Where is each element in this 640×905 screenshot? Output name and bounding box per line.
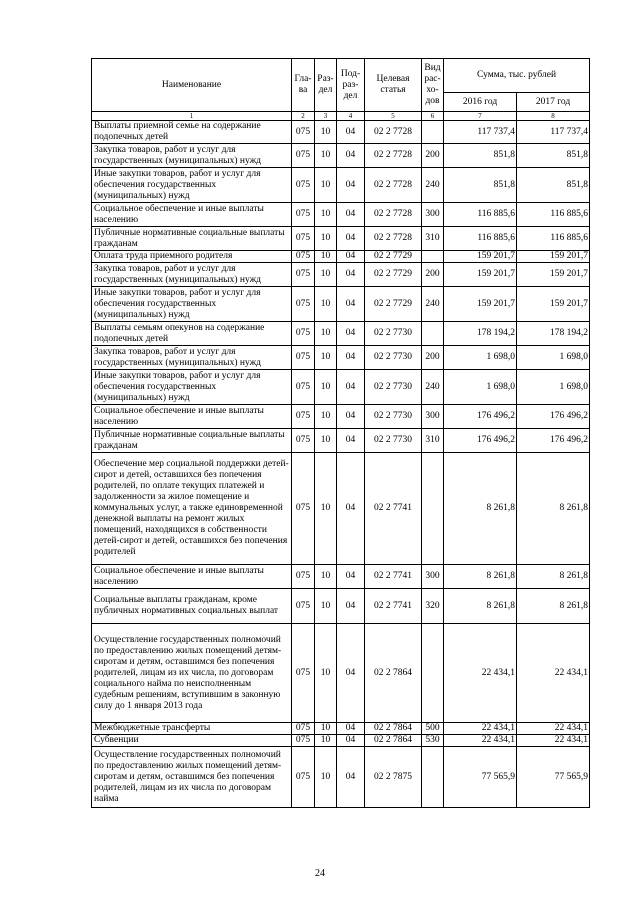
row-sum-2017: 22 434,1 [517,735,590,747]
table-row [92,624,590,723]
table-header [92,59,590,121]
table-row [92,287,590,322]
row-sum-2017: 851,8 [517,168,590,203]
row-expense-type: 300 [422,405,444,429]
row-sum-2017: 159 201,7 [517,263,590,287]
row-target-article: 02 2 7730 [365,405,422,429]
row-razdel: 10 [315,624,337,723]
row-expense-type: 310 [422,429,444,453]
row-razdel: 10 [315,723,337,735]
row-name: Публичные нормативные социальные выплаты гражданам [92,227,292,251]
row-name: Субвенции [92,735,292,747]
row-name: Оплата труда приемного родителя [92,251,292,263]
row-sum-2016: 159 201,7 [444,263,517,287]
row-expense-type: 200 [422,346,444,370]
row-name: Социальное обеспечение и иные выплаты населению [92,565,292,589]
table-row [92,168,590,203]
table-row [92,121,590,144]
column-number-row [92,112,590,121]
row-name: Закупка товаров, работ и услуг для государственных (муниципальных) нужд [92,346,292,370]
row-name: Осуществление государственных полномочий по предоставлению жилых помещений детям-сиротам и детям, оставшимся без попечения родителей, лицам из их числа по договорам найма [92,747,292,808]
row-razdel: 10 [315,589,337,624]
row-podrazdel: 04 [337,227,365,251]
column-number: 4 [337,112,365,121]
row-name: Межбюджетные трансферты [92,723,292,735]
row-name: Иные закупки товаров, работ и услуг для обеспечения государственных (муниципальных) нужд [92,370,292,405]
row-sum-2017: 159 201,7 [517,251,590,263]
row-podrazdel: 04 [337,624,365,723]
row-expense-type: 530 [422,735,444,747]
row-razdel: 10 [315,322,337,346]
row-glava: 075 [292,565,315,589]
row-name: Иные закупки товаров, работ и услуг для обеспечения государственных (муниципальных) нужд [92,168,292,203]
budget-table [91,58,590,808]
table-row [92,565,590,589]
row-sum-2017: 159 201,7 [517,287,590,322]
row-sum-2017: 178 194,2 [517,322,590,346]
row-sum-2016: 1 698,0 [444,370,517,405]
row-sum-2017: 8 261,8 [517,453,590,565]
row-glava: 075 [292,589,315,624]
header-glava: Гла- ва [292,59,315,112]
row-expense-type: 320 [422,589,444,624]
row-glava: 075 [292,735,315,747]
row-sum-2016: 116 885,6 [444,227,517,251]
row-glava: 075 [292,203,315,227]
row-sum-2017: 851,8 [517,144,590,168]
row-expense-type [422,251,444,263]
row-glava: 075 [292,168,315,203]
row-expense-type [422,322,444,346]
row-razdel: 10 [315,144,337,168]
row-razdel: 10 [315,287,337,322]
row-sum-2017: 1 698,0 [517,346,590,370]
row-glava: 075 [292,624,315,723]
row-target-article: 02 2 7864 [365,624,422,723]
header-expense-type: Вид рас- хо- дов [422,59,444,112]
row-glava: 075 [292,251,315,263]
row-expense-type: 240 [422,370,444,405]
column-number: 7 [444,112,517,121]
row-target-article: 02 2 7728 [365,144,422,168]
row-name: Осуществление государственных полномочий по предоставлению жилых помещений детям-сиротам и детям, оставшимся без попечения родителей, лицам из их числа, по договорам социального найма по неисполненным судебным решениям, вступившим в законную силу до 1 января 2013 года [92,624,292,723]
row-razdel: 10 [315,168,337,203]
table-row [92,735,590,747]
row-sum-2016: 851,8 [444,144,517,168]
row-podrazdel: 04 [337,429,365,453]
row-name: Публичные нормативные социальные выплаты гражданам [92,429,292,453]
row-sum-2016: 116 885,6 [444,203,517,227]
row-name: Выплаты семьям опекунов на содержание подопечных детей [92,322,292,346]
row-razdel: 10 [315,405,337,429]
row-target-article: 02 2 7730 [365,322,422,346]
row-target-article: 02 2 7728 [365,203,422,227]
row-sum-2017: 22 434,1 [517,723,590,735]
table-row [92,589,590,624]
row-expense-type [422,121,444,144]
row-sum-2016: 8 261,8 [444,589,517,624]
row-expense-type: 300 [422,565,444,589]
column-number: 2 [292,112,315,121]
row-podrazdel: 04 [337,453,365,565]
header-year-2016: 2016 год [444,93,517,112]
header-name: Наименование [92,59,292,112]
row-podrazdel: 04 [337,322,365,346]
row-podrazdel: 04 [337,589,365,624]
row-expense-type: 240 [422,287,444,322]
row-target-article: 02 2 7729 [365,263,422,287]
row-razdel: 10 [315,251,337,263]
row-podrazdel: 04 [337,346,365,370]
row-target-article: 02 2 7729 [365,287,422,322]
row-sum-2017: 22 434,1 [517,624,590,723]
row-sum-2016: 159 201,7 [444,287,517,322]
row-sum-2016: 176 496,2 [444,405,517,429]
table-row [92,346,590,370]
row-podrazdel: 04 [337,263,365,287]
row-razdel: 10 [315,263,337,287]
header-target-article: Целевая статья [365,59,422,112]
row-sum-2017: 176 496,2 [517,429,590,453]
header-razdel: Раз- дел [315,59,337,112]
table-row [92,747,590,808]
column-number: 6 [422,112,444,121]
row-razdel: 10 [315,227,337,251]
column-number: 3 [315,112,337,121]
page-number: 24 [315,868,325,879]
row-target-article: 02 2 7741 [365,589,422,624]
row-sum-2016: 8 261,8 [444,565,517,589]
row-sum-2016: 1 698,0 [444,346,517,370]
row-sum-2017: 8 261,8 [517,589,590,624]
row-name: Социальное обеспечение и иные выплаты населению [92,405,292,429]
row-sum-2016: 159 201,7 [444,251,517,263]
row-glava: 075 [292,405,315,429]
row-sum-2016: 117 737,4 [444,121,517,144]
table-row [92,144,590,168]
table-row [92,723,590,735]
row-podrazdel: 04 [337,370,365,405]
row-target-article: 02 2 7741 [365,453,422,565]
row-razdel: 10 [315,735,337,747]
table-row [92,203,590,227]
row-target-article: 02 2 7875 [365,747,422,808]
table-body [92,121,590,808]
row-sum-2017: 117 737,4 [517,121,590,144]
row-name: Выплаты приемной семье на содержание подопечных детей [92,121,292,144]
row-sum-2017: 116 885,6 [517,227,590,251]
row-name: Социальное обеспечение и иные выплаты населению [92,203,292,227]
row-glava: 075 [292,723,315,735]
row-sum-2016: 8 261,8 [444,453,517,565]
row-glava: 075 [292,287,315,322]
row-glava: 075 [292,322,315,346]
row-razdel: 10 [315,429,337,453]
column-number: 5 [365,112,422,121]
row-glava: 075 [292,346,315,370]
row-target-article: 02 2 7728 [365,121,422,144]
row-target-article: 02 2 7729 [365,251,422,263]
row-expense-type: 200 [422,263,444,287]
table-row [92,251,590,263]
row-target-article: 02 2 7730 [365,429,422,453]
row-target-article: 02 2 7864 [365,723,422,735]
row-sum-2016: 22 434,1 [444,624,517,723]
row-name: Социальные выплаты гражданам, кроме публичных нормативных социальных выплат [92,589,292,624]
row-expense-type: 200 [422,144,444,168]
row-podrazdel: 04 [337,144,365,168]
row-target-article: 02 2 7728 [365,168,422,203]
row-glava: 075 [292,263,315,287]
column-number: 1 [92,112,292,121]
row-sum-2017: 8 261,8 [517,565,590,589]
row-podrazdel: 04 [337,287,365,322]
row-podrazdel: 04 [337,735,365,747]
row-podrazdel: 04 [337,565,365,589]
row-sum-2017: 116 885,6 [517,203,590,227]
row-sum-2016: 178 194,2 [444,322,517,346]
row-glava: 075 [292,429,315,453]
row-glava: 075 [292,370,315,405]
row-sum-2016: 176 496,2 [444,429,517,453]
row-razdel: 10 [315,370,337,405]
row-podrazdel: 04 [337,121,365,144]
row-sum-2017: 77 565,9 [517,747,590,808]
column-number: 8 [517,112,590,121]
row-sum-2016: 22 434,1 [444,735,517,747]
row-podrazdel: 04 [337,723,365,735]
row-razdel: 10 [315,747,337,808]
table-row [92,227,590,251]
table-row [92,405,590,429]
row-podrazdel: 04 [337,168,365,203]
table-row [92,429,590,453]
row-name: Обеспечение мер социальной поддержки детей-сирот и детей, оставшихся без попечения родителей, по оплате текущих платежей и задолженности за жилое помещение и коммунальных услуг, а также единовременной денежной выплаты на ремонт жилых помещений, находящихся в собственности детей-сирот и детей, оставшихся без попечения родителей [92,453,292,565]
row-expense-type [422,453,444,565]
row-target-article: 02 2 7730 [365,346,422,370]
row-glava: 075 [292,227,315,251]
row-sum-2017: 1 698,0 [517,370,590,405]
row-name: Иные закупки товаров, работ и услуг для обеспечения государственных (муниципальных) нужд [92,287,292,322]
header-sum: Сумма, тыс. рублей [444,59,590,93]
row-sum-2016: 77 565,9 [444,747,517,808]
row-razdel: 10 [315,346,337,370]
row-sum-2016: 851,8 [444,168,517,203]
row-glava: 075 [292,747,315,808]
row-name: Закупка товаров, работ и услуг для государственных (муниципальных) нужд [92,144,292,168]
table-row [92,370,590,405]
row-sum-2016: 22 434,1 [444,723,517,735]
table-row [92,453,590,565]
row-razdel: 10 [315,203,337,227]
row-expense-type: 300 [422,203,444,227]
row-expense-type: 310 [422,227,444,251]
header-year-2017: 2017 год [517,93,590,112]
row-sum-2017: 176 496,2 [517,405,590,429]
row-target-article: 02 2 7741 [365,565,422,589]
row-expense-type: 500 [422,723,444,735]
row-glava: 075 [292,121,315,144]
row-podrazdel: 04 [337,747,365,808]
row-target-article: 02 2 7728 [365,227,422,251]
table-row [92,263,590,287]
row-podrazdel: 04 [337,251,365,263]
row-target-article: 02 2 7864 [365,735,422,747]
row-glava: 075 [292,144,315,168]
row-razdel: 10 [315,565,337,589]
row-expense-type [422,747,444,808]
row-podrazdel: 04 [337,405,365,429]
row-razdel: 10 [315,453,337,565]
row-expense-type: 240 [422,168,444,203]
row-expense-type [422,624,444,723]
row-name: Закупка товаров, работ и услуг для государственных (муниципальных) нужд [92,263,292,287]
table-row [92,322,590,346]
row-razdel: 10 [315,121,337,144]
row-podrazdel: 04 [337,203,365,227]
row-target-article: 02 2 7730 [365,370,422,405]
row-glava: 075 [292,453,315,565]
header-podrazdel: Под- раз- дел [337,59,365,112]
